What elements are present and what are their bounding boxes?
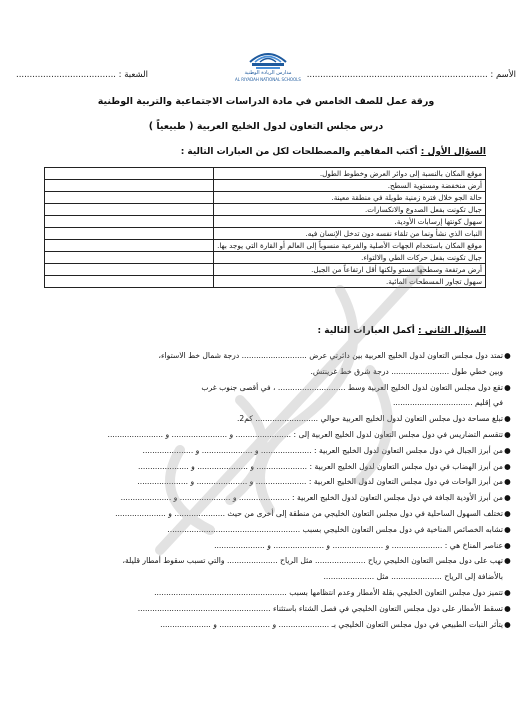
question-1-label: السؤال الأول : <box>420 147 486 157</box>
bullet-icon: ● <box>504 587 511 597</box>
question-1-prompt: أكتب المفاهيم والمصطلحات لكل من العبارات التالية : <box>180 147 418 157</box>
bullet-icon: ● <box>504 414 511 424</box>
table-row <box>45 276 486 288</box>
completion-list <box>18 348 512 632</box>
question-2-label: السؤال الثاني : <box>417 326 486 336</box>
concept-description: جبال تكونت بفعل الصدوع والانكسارات. <box>214 204 486 216</box>
question-2-heading <box>318 326 487 336</box>
bullet-icon: ● <box>504 351 511 360</box>
list-item[interactable] <box>18 411 512 427</box>
item-text: تختلف السهول الساحلية في دول مجلس التعاون الخليجي من منطقة إلى أخرى من حيث ..................... و ..................... <box>115 508 503 518</box>
item-text: تمتد دول مجلس التعاون لدول الخليج العربية بين دائرتي عرض ........................... درجة شمال خط الاستواء، <box>158 351 503 360</box>
bullet-icon: ● <box>504 603 511 613</box>
school-logo-icon <box>246 44 290 70</box>
item-text: من أبرز الأودية الجافة في دول مجلس التعاون لدول الخليج العربية : ..................... و ..................... و ..................... <box>120 493 503 503</box>
list-item[interactable] <box>18 427 512 443</box>
list-item[interactable] <box>18 601 512 617</box>
student-info-row <box>16 70 516 84</box>
table-row <box>45 252 486 264</box>
item-text: تبلغ مساحة دول مجلس التعاون لدول الخليج العربية حوالي .......................... كم2. <box>236 414 503 424</box>
answer-cell[interactable] <box>45 192 214 204</box>
item-text: وبين خطي طول ........................ درجة شرق خط غرينتش. <box>310 366 503 376</box>
item-text: تتميز دول مجلس التعاون الخليجي بقلة الأمطار وعدم انتظامها بسبب ....................................................... <box>154 587 503 597</box>
list-item[interactable] <box>18 364 512 380</box>
question-1-heading <box>181 147 486 157</box>
worksheet-title: ورقة عمل للصف الخامس في مادة الدراسات الاجتماعية والتربية الوطنية <box>97 96 435 107</box>
answer-cell[interactable] <box>45 180 214 192</box>
bullet-icon: ● <box>504 524 511 534</box>
item-text: بالأضافة إلى الرياح ..................... مثل ..................... <box>323 572 503 582</box>
item-text: عناصر المناخ هي : ..................... و ..................... و ..................... و ..................... <box>214 540 503 550</box>
concept-description: حالة الجو خلال فترة زمنية طويلة في منطقة معينة. <box>214 192 486 204</box>
list-item[interactable] <box>18 585 512 601</box>
school-name: مدارس الريادة الوطنية <box>244 70 292 76</box>
list-item[interactable] <box>18 506 512 522</box>
bullet-icon: ● <box>504 477 511 487</box>
student-name-field[interactable]: الأسم : ................................................................... <box>306 70 516 80</box>
concept-description: أرض منخفضة ومستوية السطح. <box>214 180 486 192</box>
list-item[interactable] <box>18 569 512 585</box>
item-text: في إقليم ................................. <box>392 398 503 408</box>
table-row <box>45 204 486 216</box>
question-2-prompt: أكمل العبارات التالية : <box>317 326 415 336</box>
item-text: من أبرز الهضاب في دول مجلس التعاون لدول الخليج العربية : ..................... و ..................... و ..................... <box>138 461 503 471</box>
table-row <box>45 168 486 180</box>
list-item[interactable] <box>18 348 512 364</box>
item-text: تقع دول مجلس التعاون لدول الخليج العربية وسط ............................ ، في أقصى جنوب غرب <box>201 382 503 392</box>
bullet-icon: ● <box>504 445 511 455</box>
answer-cell[interactable] <box>45 264 214 276</box>
list-item[interactable] <box>18 443 512 459</box>
answer-cell[interactable] <box>45 228 214 240</box>
class-section-field[interactable]: الشعبة : ..................................... <box>16 70 148 80</box>
concept-description: النبات الذي نشأ ونما من تلقاء نفسه دون تدخل الإنسان فيه. <box>214 228 486 240</box>
concept-description: سهول تجاور المسطحات المائية. <box>214 276 486 288</box>
item-text: من أبرز الواحات في دول مجلس التعاون لدول الخليج العربية : ..................... و ..................... و ..................... <box>137 477 503 487</box>
item-text: تسقط الأمطار على دول مجلس التعاون الخليجي في فصل الشتاء باستثناء ....................................................... <box>137 603 503 613</box>
list-item[interactable] <box>18 459 512 475</box>
bullet-icon: ● <box>504 540 511 550</box>
item-text: تتقسم التضاريس في دول مجلس التعاون لدول الخليج العربية إلى : ....................... و ....................... و ....................... <box>107 429 503 439</box>
item-text: يتأثر النبات الطبيعي في دول مجلس التعاون الخليجي بـ ..................... و ..................... و ..................... <box>160 619 503 629</box>
school-name-english: AL RIYADAH NATIONAL SCHOOLS <box>235 77 301 82</box>
concept-description: أرض مرتفعة وسطحها مستو ولكنها أقل ارتفاعاً من الجبل. <box>214 264 486 276</box>
answer-cell[interactable] <box>45 276 214 288</box>
bullet-icon: ● <box>504 461 511 471</box>
answer-cell[interactable] <box>45 168 214 180</box>
bullet-icon: ● <box>504 493 511 503</box>
item-text: من أبرز الجبال في دول مجلس التعاون لدول الخليج العربية : ..................... و ..................... و ..................... <box>142 445 503 455</box>
bullet-icon: ● <box>504 556 511 566</box>
list-item[interactable] <box>18 522 512 538</box>
answer-cell[interactable] <box>45 252 214 264</box>
item-text: تشابه الخصائص المناخية في دول مجلس التعاون الخليجي بسبب ....................................................... <box>167 524 503 534</box>
table-row <box>45 216 486 228</box>
list-item[interactable] <box>18 474 512 490</box>
table-row <box>45 180 486 192</box>
table-row <box>45 264 486 276</box>
answer-cell[interactable] <box>45 240 214 252</box>
bullet-icon: ● <box>504 508 511 518</box>
list-item[interactable] <box>18 395 512 411</box>
bullet-icon: ● <box>504 382 511 392</box>
item-text: تهب على دول مجلس التعاون الخليجي رياح ..................... مثل الرياح ..................... والتي تسبب سقوط أمطار قليلة، <box>122 556 503 566</box>
table-row <box>45 240 486 252</box>
concept-description: موقع المكان باستخدام الجهات الأصلية والفرعية منسوباً إلى العالم أو القارة التي يوجد بها. <box>214 240 486 252</box>
concepts-table <box>44 167 486 288</box>
list-item[interactable] <box>18 490 512 506</box>
lesson-title: درس مجلس التعاون لدول الخليج العربية ( طبيعياً ) <box>148 121 384 132</box>
table-row <box>45 192 486 204</box>
answer-cell[interactable] <box>45 204 214 216</box>
list-item[interactable] <box>18 617 512 633</box>
list-item[interactable] <box>18 553 512 569</box>
concept-description: سهول كونتها إرسابات الأودية. <box>214 216 486 228</box>
concept-description: موقع المكان بالنسبة إلى دوائر العرض وخطوط الطول. <box>214 168 486 180</box>
table-row <box>45 228 486 240</box>
bullet-icon: ● <box>504 429 511 439</box>
list-item[interactable] <box>18 380 512 396</box>
bullet-icon: ● <box>504 619 511 629</box>
list-item[interactable] <box>18 538 512 554</box>
answer-cell[interactable] <box>45 216 214 228</box>
concept-description: جبال تكونت بفعل حركات الطي والالتواء. <box>214 252 486 264</box>
